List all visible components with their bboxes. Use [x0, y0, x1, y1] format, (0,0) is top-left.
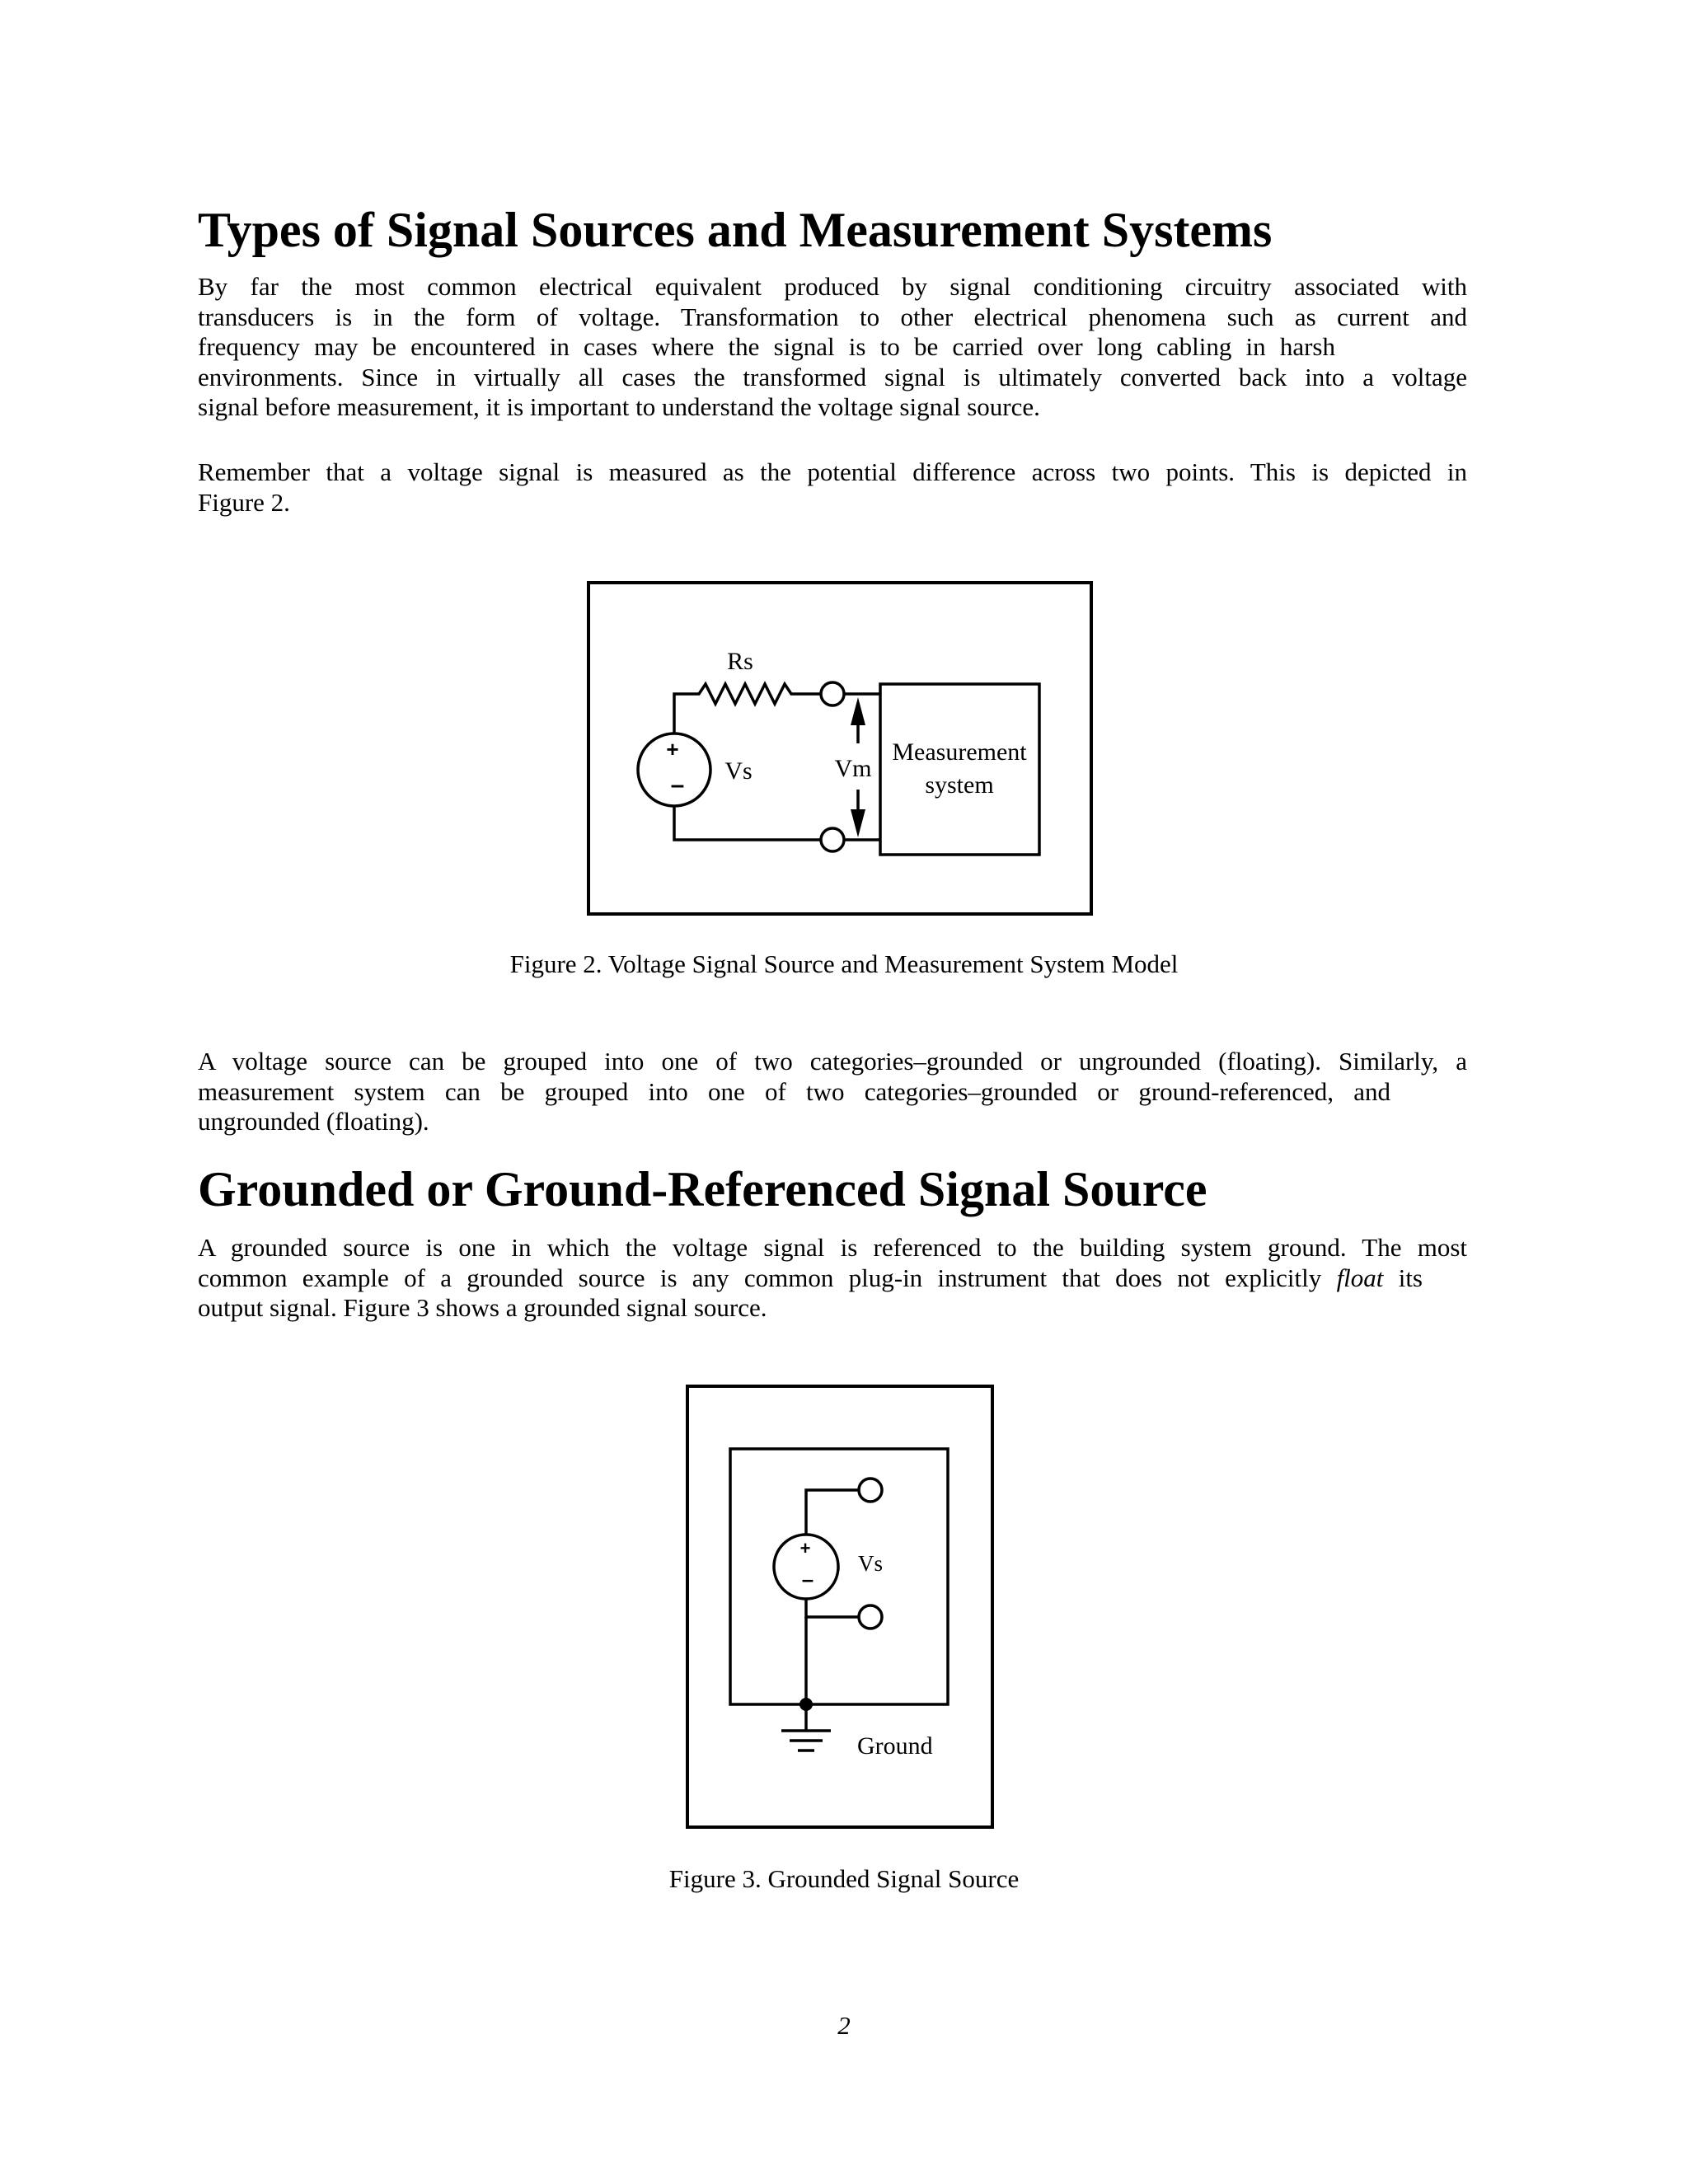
vm-down-arrow-icon [851, 809, 865, 837]
measured-voltage-label: Vm [834, 755, 872, 782]
emphasized-word: float [1336, 1263, 1384, 1292]
top-terminal-icon [859, 1479, 882, 1502]
grounded-source-paragraph [198, 1233, 1467, 1324]
page-number: 2 [837, 2011, 851, 2040]
text-line: measurement system can be grouped into one of two categories–grounded or ground-referenced, and [198, 1076, 1390, 1106]
section-heading-grounded-source: Grounded or Ground-Referenced Signal Source [198, 1162, 1207, 1216]
figure2-caption: Figure 2. Voltage Signal Source and Measurement System Model [509, 949, 1179, 978]
text-line: By far the most common electrical equivalent produced by signal conditioning circuitry associated with [198, 272, 1467, 301]
text-line: transducers is in the form of voltage. Transformation to other electrical phenomena such as current and [198, 302, 1467, 331]
resistor-label: Rs [727, 648, 753, 675]
source-plus-sign: + [666, 737, 679, 762]
ground-icon [781, 1731, 831, 1750]
source-label: Vs [857, 1551, 884, 1576]
source-categories-paragraph [198, 1047, 1467, 1137]
figure3-caption: Figure 3. Grounded Signal Source [668, 1864, 1020, 1893]
figure3-inner-box [730, 1449, 948, 1704]
measurement-system-box [880, 684, 1039, 855]
text-line: frequency may be encountered in cases where the signal is to be carried over long cabling in harsh [198, 332, 1335, 361]
bottom-terminal-icon [821, 828, 844, 851]
top-terminal-icon [821, 682, 844, 705]
bottom-terminal-icon [859, 1605, 882, 1629]
intro-paragraph [198, 272, 1467, 423]
ground-junction-dot [799, 1698, 813, 1711]
text-line: Figure 2. [198, 487, 290, 517]
figure3-outer-frame [687, 1386, 992, 1827]
ground-label: Ground [857, 1732, 933, 1760]
measurement-box-label-line1: Measurement [892, 738, 1027, 766]
source-minus-sign: – [801, 1567, 814, 1591]
section-heading-signal-sources: Types of Signal Sources and Measurement Systems [198, 203, 1273, 257]
figure2-reference-paragraph [198, 457, 1467, 518]
text-line: ungrounded (floating). [198, 1107, 429, 1136]
text-line: output signal. Figure 3 shows a grounded signal source. [198, 1293, 767, 1322]
text-segment: its [1383, 1263, 1423, 1292]
resistor-rs-icon [674, 684, 821, 733]
figure2-frame [588, 583, 1091, 914]
text-segment: common example of a grounded source is any common plug-in instrument that does not explicitly [198, 1263, 1337, 1292]
voltage-source-icon [774, 1535, 838, 1599]
vm-up-arrow-icon [851, 697, 865, 725]
source-label: Vs [724, 757, 753, 785]
text-line: Remember that a voltage signal is measured as the potential difference across two points. This is depicted in [198, 457, 1467, 486]
voltage-source-icon [638, 733, 710, 806]
text-line: A grounded source is one in which the voltage signal is referenced to the building system ground. The most [198, 1233, 1467, 1262]
source-plus-sign: + [799, 1538, 811, 1558]
text-line: A voltage source can be grouped into one of two categories–grounded or ungrounded (floating). Similarly, a [198, 1047, 1467, 1076]
text-line: environments. Since in virtually all cases the transformed signal is ultimately converted back into a voltage [198, 362, 1467, 391]
source-minus-sign: – [670, 771, 685, 799]
text-line: signal before measurement, it is important to understand the voltage signal source. [198, 392, 1040, 421]
measurement-box-label-line2: system [925, 771, 994, 799]
text-line [198, 1263, 1423, 1294]
